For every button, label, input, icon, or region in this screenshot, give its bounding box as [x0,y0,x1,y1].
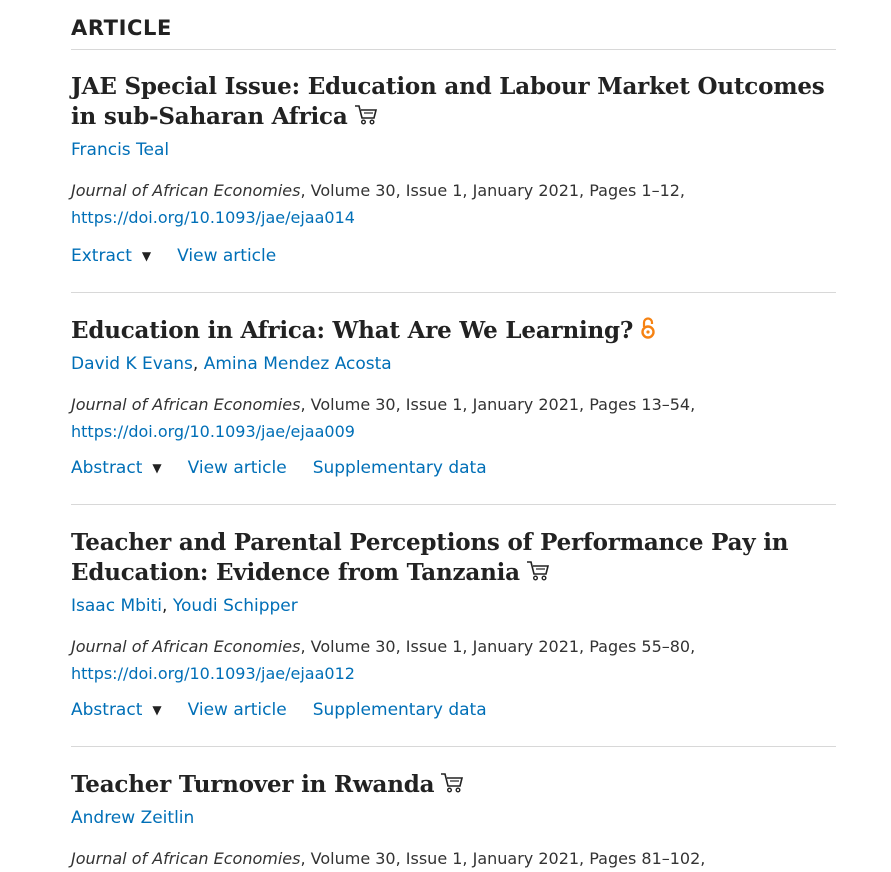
section-heading: ARTICLE [71,0,836,50]
doi-link[interactable]: https://doi.org/10.1093/jae/ejaa009 [71,422,355,441]
citation-details: , Volume 30, Issue 1, January 2021, Pages 81–102, [300,849,706,868]
article-title-link[interactable]: Education in Africa: What Are We Learning? [71,317,634,344]
journal-name: Journal of African Economies [71,637,301,656]
authors [71,807,836,829]
citation [71,177,836,231]
cart-icon [354,104,378,134]
abstract-toggle[interactable] [71,699,162,721]
cart-icon [440,772,464,802]
citation-details: , Volume 30, Issue 1, January 2021, Pages 13–54, [300,395,696,414]
citation [71,391,836,445]
supplementary-data-link[interactable]: Supplementary data [312,458,487,478]
authors [71,139,836,161]
article-title-link[interactable]: Teacher Turnover in Rwanda [71,771,435,798]
article-item [71,50,836,293]
article-item [71,747,836,872]
article-title [71,316,836,348]
article-title [71,72,836,134]
extract-toggle[interactable] [71,245,151,267]
article-title [71,528,836,590]
citation [71,845,836,872]
author-link[interactable]: Francis Teal [71,140,170,160]
author-link[interactable]: Isaac Mbiti [71,596,163,616]
article-actions [71,457,836,479]
abstract-toggle[interactable] [71,457,162,479]
journal-name: Journal of African Economies [71,395,301,414]
author-link[interactable]: Andrew Zeitlin [71,808,195,828]
author-link[interactable]: Amina Mendez Acosta [203,354,392,374]
citation [71,633,836,687]
view-article-link[interactable]: View article [177,246,277,266]
authors: Isaac Mbiti, Youdi Schipper [71,596,298,616]
citation-details: , Volume 30, Issue 1, January 2021, Pages 1–12, [300,181,686,200]
abstract-label: Abstract [71,700,143,720]
view-article-link[interactable]: View article [187,458,287,478]
abstract-label: Abstract [71,458,143,478]
doi-link[interactable]: https://doi.org/10.1093/jae/ejaa014 [71,208,355,227]
open-access-icon [639,316,657,348]
authors: David K Evans, Amina Mendez Acosta [71,354,392,374]
article-item [71,505,836,747]
caret-down-icon: ▼ [152,703,162,717]
article-title-link[interactable]: Teacher and Parental Perceptions of Performance Pay in Education: Evidence from Tanzania [71,529,789,586]
journal-name: Journal of African Economies [71,849,301,868]
article-item [71,293,836,505]
author-link[interactable]: Youdi Schipper [172,596,298,616]
article-title [71,770,836,802]
article-actions [71,699,836,721]
cart-icon [526,560,550,590]
article-list [71,0,836,872]
journal-name: Journal of African Economies [71,181,301,200]
caret-down-icon: ▼ [152,461,162,475]
author-link[interactable]: David K Evans [71,354,193,374]
extract-label: Extract [71,246,132,266]
article-actions [71,245,836,267]
article-title-link[interactable]: JAE Special Issue: Education and Labour Market Outcomes in sub-Saharan Africa [71,73,825,130]
caret-down-icon: ▼ [141,249,152,263]
citation-details: , Volume 30, Issue 1, January 2021, Pages 55–80, [300,637,696,656]
supplementary-data-link[interactable]: Supplementary data [312,700,487,720]
view-article-link[interactable]: View article [187,700,287,720]
doi-link[interactable]: https://doi.org/10.1093/jae/ejaa012 [71,664,355,683]
